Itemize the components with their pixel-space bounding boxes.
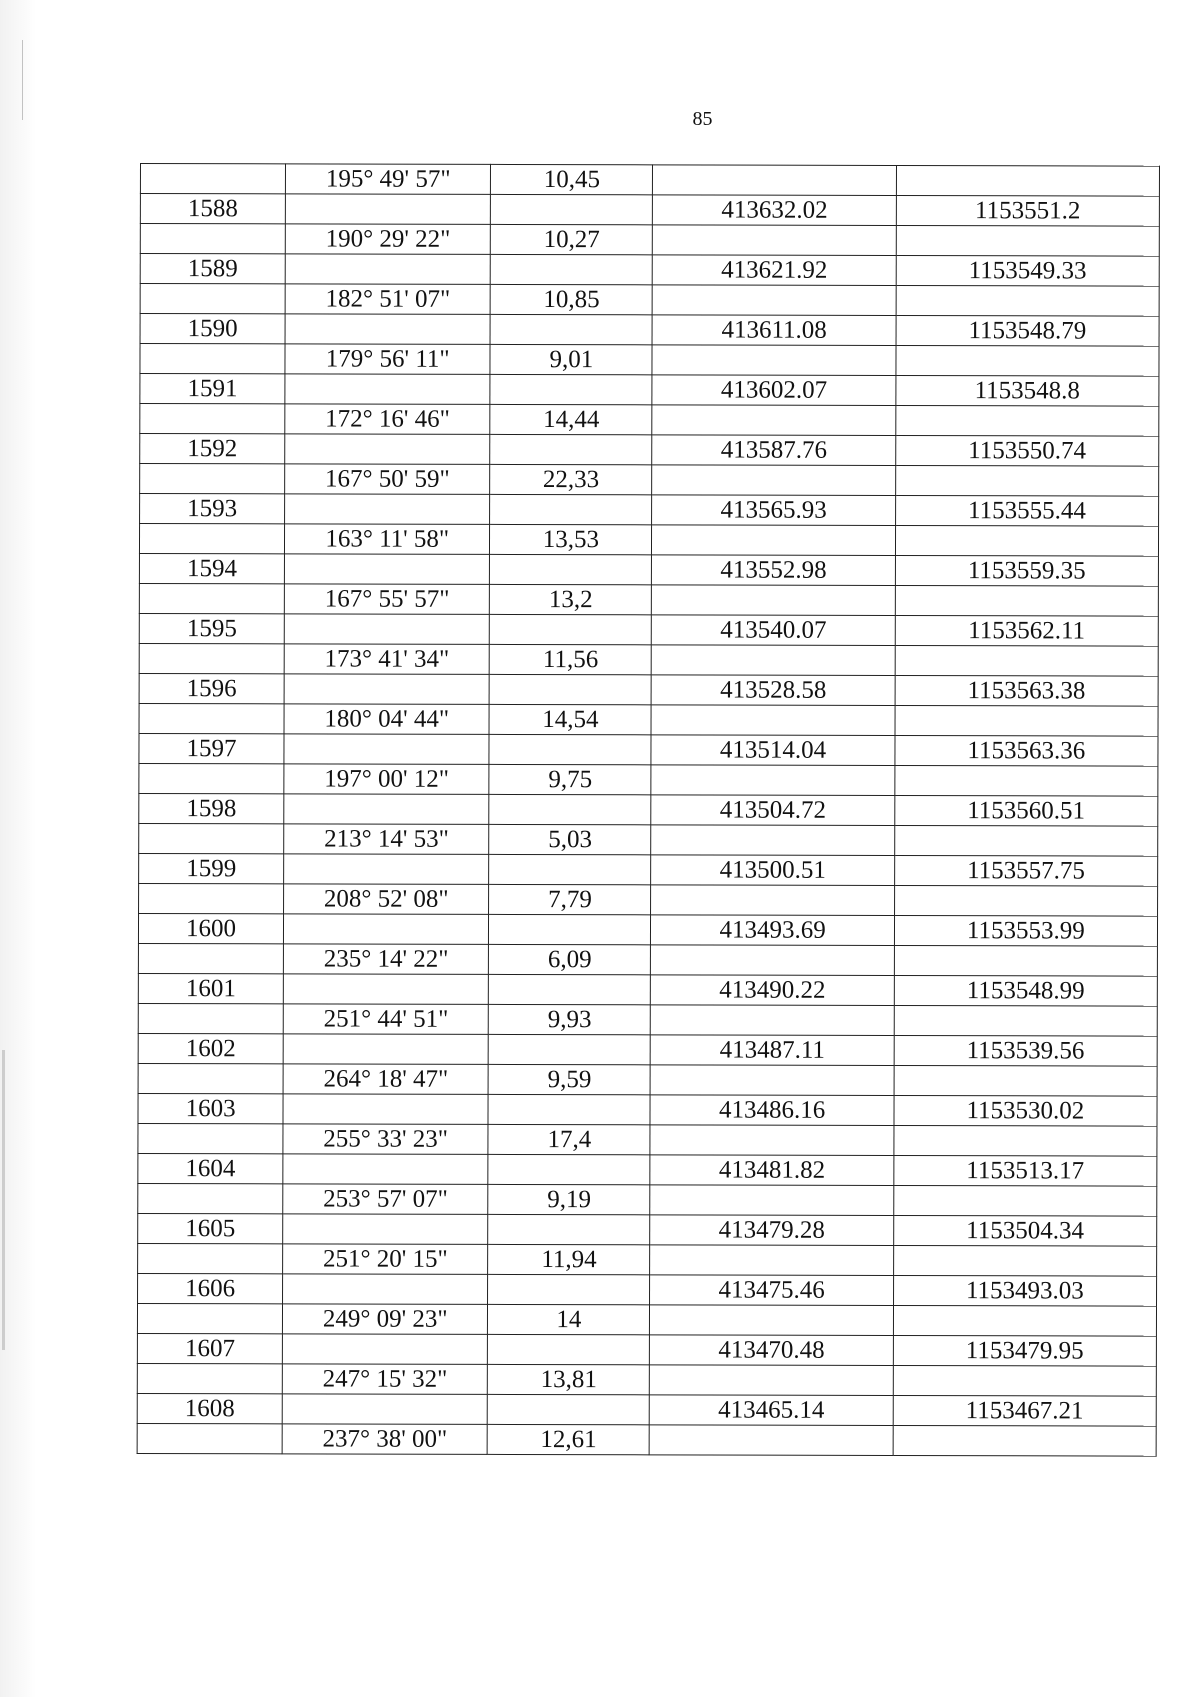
direction-angle-cell: 255° 33' 23"	[283, 1124, 488, 1155]
table-row	[140, 224, 1159, 257]
direction-angle-cell: 253° 57' 07"	[283, 1184, 488, 1215]
y-coordinate-cell	[894, 1005, 1157, 1036]
x-coordinate-cell: 413632.02	[653, 195, 896, 226]
y-coordinate-cell: 1153563.36	[895, 735, 1158, 766]
distance-cell	[490, 374, 652, 404]
x-coordinate-cell	[651, 765, 894, 796]
table-row	[139, 853, 1158, 886]
y-coordinate-cell: 1153479.95	[893, 1335, 1156, 1366]
point-number-cell	[138, 1243, 283, 1273]
distance-cell: 14,54	[489, 704, 651, 734]
direction-angle-cell: 237° 38' 00"	[282, 1424, 487, 1455]
x-coordinate-cell: 413602.07	[652, 375, 895, 406]
distance-cell	[491, 194, 653, 224]
distance-cell: 14	[488, 1304, 650, 1334]
point-number-cell	[138, 943, 283, 973]
distance-cell	[488, 1034, 650, 1064]
point-number-cell: 1603	[138, 1093, 283, 1123]
y-coordinate-cell	[893, 1365, 1156, 1396]
table-row	[137, 1333, 1156, 1366]
table-row	[138, 1003, 1157, 1036]
distance-cell	[488, 1214, 650, 1244]
x-coordinate-cell: 413479.28	[650, 1215, 893, 1246]
direction-angle-cell: 190° 29' 22"	[285, 224, 490, 255]
distance-cell: 10,27	[491, 224, 653, 254]
table-row	[140, 434, 1159, 467]
direction-angle-cell	[282, 1394, 487, 1425]
distance-cell	[491, 254, 653, 284]
distance-cell	[488, 1154, 650, 1184]
point-number-cell	[137, 1303, 282, 1333]
table-row	[137, 1393, 1156, 1426]
direction-angle-cell	[284, 914, 489, 945]
point-number-cell	[137, 1363, 282, 1393]
point-number-cell: 1596	[139, 673, 284, 703]
table-row	[139, 583, 1158, 616]
direction-angle-cell: 251° 44' 51"	[283, 1004, 488, 1035]
point-number-cell: 1593	[140, 494, 285, 524]
y-coordinate-cell: 1153467.21	[893, 1395, 1156, 1426]
point-number-cell: 1597	[139, 733, 284, 763]
x-coordinate-cell	[650, 1185, 893, 1216]
x-coordinate-cell	[651, 945, 894, 976]
direction-angle-cell	[283, 1034, 488, 1065]
table-row	[137, 1303, 1156, 1336]
point-number-cell: 1588	[140, 194, 285, 224]
distance-cell	[490, 494, 652, 524]
distance-cell	[490, 434, 652, 464]
table-row	[140, 374, 1159, 407]
distance-cell	[488, 1094, 650, 1124]
table-row	[138, 1093, 1157, 1126]
y-coordinate-cell: 1153559.35	[895, 555, 1158, 586]
point-number-cell	[139, 583, 284, 613]
y-coordinate-cell: 1153550.74	[895, 435, 1158, 466]
y-coordinate-cell	[896, 285, 1159, 316]
y-coordinate-cell	[896, 405, 1159, 436]
y-coordinate-cell	[893, 1425, 1156, 1456]
point-number-cell	[138, 1123, 283, 1153]
direction-angle-cell	[284, 674, 489, 705]
direction-angle-cell: 179° 56' 11"	[285, 344, 490, 375]
x-coordinate-cell: 413486.16	[650, 1095, 893, 1126]
distance-cell: 9,93	[489, 1004, 651, 1034]
point-number-cell	[139, 643, 284, 673]
x-coordinate-cell: 413587.76	[652, 435, 895, 466]
point-number-cell: 1592	[140, 434, 285, 464]
table-row	[140, 284, 1159, 317]
table-row	[138, 1273, 1157, 1306]
x-coordinate-cell	[651, 825, 894, 856]
y-coordinate-cell	[894, 945, 1157, 976]
table-row	[138, 1213, 1157, 1246]
y-coordinate-cell	[895, 525, 1158, 556]
direction-angle-cell	[283, 1214, 488, 1245]
table-row	[138, 943, 1157, 976]
point-number-cell: 1594	[139, 554, 284, 584]
direction-angle-cell	[283, 974, 488, 1005]
x-coordinate-cell	[652, 405, 895, 436]
y-coordinate-cell	[896, 345, 1159, 376]
point-number-cell: 1607	[137, 1333, 282, 1363]
direction-angle-cell: 247° 15' 32"	[282, 1364, 487, 1395]
point-number-cell	[138, 1003, 283, 1033]
x-coordinate-cell	[651, 705, 894, 736]
x-coordinate-cell: 413500.51	[651, 855, 894, 886]
distance-cell	[489, 914, 651, 944]
direction-angle-cell: 167° 50' 59"	[285, 464, 490, 495]
distance-cell	[490, 554, 652, 584]
direction-angle-cell	[284, 614, 489, 645]
table-row	[140, 494, 1159, 527]
x-coordinate-cell: 413493.69	[651, 915, 894, 946]
x-coordinate-cell: 413611.08	[653, 315, 896, 346]
point-number-cell	[140, 344, 285, 374]
direction-angle-cell: 163° 11' 58"	[285, 524, 490, 555]
direction-angle-cell	[285, 434, 490, 465]
point-number-cell	[138, 1183, 283, 1213]
x-coordinate-cell	[650, 1305, 893, 1336]
direction-angle-cell	[285, 374, 490, 405]
point-number-cell	[137, 1423, 282, 1453]
x-coordinate-cell: 413621.92	[653, 255, 896, 286]
table-row	[138, 1123, 1157, 1156]
distance-cell: 12,61	[487, 1424, 649, 1454]
distance-cell: 6,09	[489, 944, 651, 974]
direction-angle-cell: 208° 52' 08"	[284, 884, 489, 915]
distance-cell: 11,94	[488, 1244, 650, 1274]
table-row	[139, 823, 1158, 856]
point-number-cell: 1606	[138, 1273, 283, 1303]
y-coordinate-cell: 1153553.99	[894, 915, 1157, 946]
x-coordinate-cell: 413565.93	[652, 495, 895, 526]
table-row	[140, 314, 1159, 347]
direction-angle-cell: 251° 20' 15"	[283, 1244, 488, 1275]
direction-angle-cell	[284, 854, 489, 885]
table-row	[138, 1033, 1157, 1066]
table-row	[139, 524, 1158, 557]
x-coordinate-cell	[652, 585, 895, 616]
distance-cell	[489, 794, 651, 824]
y-coordinate-cell: 1153548.99	[894, 975, 1157, 1006]
x-coordinate-cell: 413528.58	[652, 675, 895, 706]
x-coordinate-cell: 413552.98	[652, 555, 895, 586]
x-coordinate-cell	[650, 1365, 893, 1396]
y-coordinate-cell: 1153560.51	[894, 795, 1157, 826]
table-body	[137, 164, 1159, 1457]
distance-cell: 22,33	[490, 464, 652, 494]
x-coordinate-cell: 413540.07	[652, 615, 895, 646]
y-coordinate-cell	[893, 1305, 1156, 1336]
distance-cell	[489, 674, 651, 704]
distance-cell: 7,79	[489, 884, 651, 914]
table-row	[139, 763, 1158, 796]
table-row	[139, 613, 1158, 646]
distance-cell: 9,01	[490, 344, 652, 374]
y-coordinate-cell	[895, 705, 1158, 736]
point-number-cell: 1602	[138, 1033, 283, 1063]
y-coordinate-cell: 1153530.02	[894, 1095, 1157, 1126]
distance-cell: 13,81	[488, 1364, 650, 1394]
point-number-cell: 1601	[138, 973, 283, 1003]
distance-cell: 14,44	[490, 404, 652, 434]
direction-angle-cell	[282, 1334, 487, 1365]
table-row	[137, 1423, 1156, 1456]
point-number-cell	[140, 224, 285, 254]
x-coordinate-cell: 413481.82	[650, 1155, 893, 1186]
y-coordinate-cell	[896, 225, 1159, 256]
y-coordinate-cell: 1153562.11	[895, 615, 1158, 646]
x-coordinate-cell	[653, 285, 896, 316]
table-row	[139, 554, 1158, 587]
coordinates-table	[137, 163, 1160, 1457]
table-row	[139, 883, 1158, 916]
point-number-cell	[140, 464, 285, 494]
distance-cell: 10,85	[490, 284, 652, 314]
table-row	[139, 793, 1158, 826]
direction-angle-cell: 172° 16' 46"	[285, 404, 490, 435]
y-coordinate-cell	[894, 1065, 1157, 1096]
direction-angle-cell	[284, 794, 489, 825]
distance-cell	[488, 1274, 650, 1304]
table-row	[138, 1183, 1157, 1216]
point-number-cell	[139, 703, 284, 733]
direction-angle-cell	[283, 1094, 488, 1125]
point-number-cell	[140, 404, 285, 434]
x-coordinate-cell: 413490.22	[651, 975, 894, 1006]
direction-angle-cell	[283, 1274, 488, 1305]
table-row	[140, 344, 1159, 377]
direction-angle-cell	[285, 254, 490, 285]
point-number-cell	[139, 524, 284, 554]
y-coordinate-cell	[895, 765, 1158, 796]
direction-angle-cell: 264° 18' 47"	[283, 1064, 488, 1095]
y-coordinate-cell: 1153563.38	[895, 675, 1158, 706]
distance-cell	[490, 314, 652, 344]
table-row	[138, 973, 1157, 1006]
distance-cell	[489, 734, 651, 764]
direction-angle-cell	[285, 494, 490, 525]
direction-angle-cell: 195° 49' 57"	[286, 164, 491, 195]
x-coordinate-cell	[651, 1065, 894, 1096]
y-coordinate-cell: 1153548.79	[896, 315, 1159, 346]
direction-angle-cell	[285, 554, 490, 585]
table-row	[139, 733, 1158, 766]
distance-cell: 10,45	[491, 164, 653, 194]
x-coordinate-cell: 413514.04	[651, 735, 894, 766]
point-number-cell: 1590	[140, 314, 285, 344]
direction-angle-cell: 197° 00' 12"	[284, 764, 489, 795]
table-row	[140, 464, 1159, 497]
y-coordinate-cell	[895, 465, 1158, 496]
point-number-cell: 1604	[138, 1153, 283, 1183]
table-row	[140, 254, 1159, 287]
scan-edge-shadow	[0, 0, 36, 1697]
distance-cell: 9,59	[488, 1064, 650, 1094]
table-row	[137, 1363, 1156, 1396]
direction-angle-cell: 180° 04' 44"	[284, 704, 489, 735]
direction-angle-cell	[284, 734, 489, 765]
y-coordinate-cell: 1153493.03	[893, 1275, 1156, 1306]
point-number-cell	[139, 763, 284, 793]
y-coordinate-cell: 1153539.56	[894, 1035, 1157, 1066]
x-coordinate-cell	[652, 525, 895, 556]
y-coordinate-cell: 1153504.34	[893, 1215, 1156, 1246]
distance-cell: 11,56	[489, 644, 651, 674]
table-row	[140, 404, 1159, 437]
page-number: 85	[692, 108, 713, 130]
table-row	[140, 164, 1159, 197]
table-row	[139, 673, 1158, 706]
x-coordinate-cell	[651, 885, 894, 916]
x-coordinate-cell	[650, 1125, 893, 1156]
table-row	[138, 913, 1157, 946]
table-row	[139, 643, 1158, 676]
x-coordinate-cell: 413504.72	[651, 795, 894, 826]
table-row	[138, 1063, 1157, 1096]
y-coordinate-cell: 1153551.2	[896, 195, 1159, 226]
x-coordinate-cell	[652, 345, 895, 376]
x-coordinate-cell	[651, 1005, 894, 1036]
direction-angle-cell: 249° 09' 23"	[283, 1304, 488, 1335]
table-row	[138, 1243, 1157, 1276]
distance-cell	[490, 614, 652, 644]
y-coordinate-cell	[895, 645, 1158, 676]
y-coordinate-cell	[894, 1125, 1157, 1156]
table-row	[140, 194, 1159, 227]
distance-cell	[488, 1334, 650, 1364]
y-coordinate-cell	[894, 885, 1157, 916]
direction-angle-cell: 167° 55' 57"	[284, 584, 489, 615]
x-coordinate-cell	[650, 1245, 893, 1276]
point-number-cell	[140, 164, 285, 194]
distance-cell	[488, 1394, 650, 1424]
x-coordinate-cell	[653, 165, 896, 196]
x-coordinate-cell: 413465.14	[650, 1395, 893, 1426]
point-number-cell: 1589	[140, 254, 285, 284]
point-number-cell: 1595	[139, 613, 284, 643]
point-number-cell	[139, 883, 284, 913]
distance-cell: 13,2	[490, 584, 652, 614]
x-coordinate-cell: 413470.48	[650, 1335, 893, 1366]
direction-angle-cell: 182° 51' 07"	[285, 284, 490, 315]
point-number-cell: 1599	[139, 853, 284, 883]
direction-angle-cell: 213° 14' 53"	[284, 824, 489, 855]
direction-angle-cell	[285, 194, 490, 225]
x-coordinate-cell	[652, 465, 895, 496]
distance-cell: 5,03	[489, 824, 651, 854]
x-coordinate-cell	[650, 1425, 893, 1456]
distance-cell	[489, 854, 651, 884]
y-coordinate-cell	[894, 825, 1157, 856]
x-coordinate-cell: 413475.46	[650, 1275, 893, 1306]
point-number-cell	[138, 1063, 283, 1093]
y-coordinate-cell: 1153557.75	[894, 855, 1157, 886]
direction-angle-cell	[283, 1154, 488, 1185]
y-coordinate-cell: 1153548.8	[896, 375, 1159, 406]
direction-angle-cell	[285, 314, 490, 345]
point-number-cell: 1600	[138, 913, 283, 943]
point-number-cell: 1605	[138, 1213, 283, 1243]
point-number-cell	[139, 823, 284, 853]
x-coordinate-cell	[653, 225, 896, 256]
point-number-cell: 1591	[140, 374, 285, 404]
x-coordinate-cell: 413487.11	[651, 1035, 894, 1066]
y-coordinate-cell	[893, 1185, 1156, 1216]
table-row	[138, 1153, 1157, 1186]
y-coordinate-cell	[896, 165, 1159, 196]
distance-cell: 13,53	[490, 524, 652, 554]
point-number-cell: 1608	[137, 1393, 282, 1423]
point-number-cell	[140, 284, 285, 314]
y-coordinate-cell: 1153549.33	[896, 255, 1159, 286]
point-number-cell: 1598	[139, 793, 284, 823]
direction-angle-cell: 173° 41' 34"	[284, 644, 489, 675]
y-coordinate-cell: 1153513.17	[894, 1155, 1157, 1186]
distance-cell	[489, 974, 651, 1004]
table-row	[139, 703, 1158, 736]
y-coordinate-cell: 1153555.44	[895, 495, 1158, 526]
y-coordinate-cell	[895, 585, 1158, 616]
distance-cell: 17,4	[488, 1124, 650, 1154]
distance-cell: 9,19	[488, 1184, 650, 1214]
distance-cell: 9,75	[489, 764, 651, 794]
y-coordinate-cell	[893, 1245, 1156, 1276]
direction-angle-cell: 235° 14' 22"	[284, 944, 489, 975]
x-coordinate-cell	[652, 645, 895, 676]
